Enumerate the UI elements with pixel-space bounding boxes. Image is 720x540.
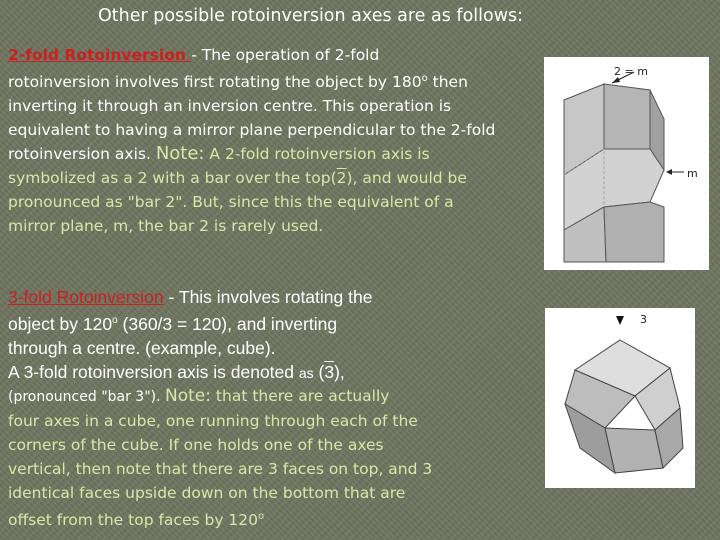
cube-bottom-front-face	[605, 428, 663, 473]
bar-three-symbol: 3	[324, 361, 335, 382]
three-fold-line4-end: ),	[334, 361, 345, 382]
three-fold-line9: identical faces upside down on the bottom that are	[8, 484, 406, 502]
two-fold-line2-end: then	[427, 73, 468, 92]
crystal-lower-front-face	[604, 202, 664, 262]
two-fold-line5-note: A 2-fold rotoinversion axis is	[204, 145, 430, 164]
three-fold-line1: - This involves rotating the	[163, 287, 373, 307]
two-fold-line7: pronounced as "bar 2". But, since this the equivalent of a	[8, 193, 454, 212]
two-fold-line6: symbolized as a 2 with a bar over the top(	[8, 169, 337, 188]
three-fold-line10: offset from the top faces by 120	[8, 511, 259, 530]
three-fold-line5-note: that there are actually	[211, 387, 390, 405]
two-fold-line4: equivalent to having a mirror plane perpendicular to the 2-fold	[8, 121, 496, 140]
three-fold-line7: corners of the cube. If one holds one of the axes	[8, 436, 384, 454]
axis-arrowhead-icon	[616, 316, 624, 325]
mirror-pointer-arrow-icon	[666, 169, 672, 175]
two-fold-line1: - The operation of 2-fold	[191, 46, 380, 64]
three-fold-line8: vertical, then note that there are 3 faces on top, and 3	[8, 460, 433, 478]
two-fold-heading: 2-fold Rotoinversion	[8, 46, 192, 64]
two-fold-degree: o	[421, 73, 428, 84]
crystal-front-face	[604, 84, 650, 149]
three-fold-heading: 3-fold Rotoinversion	[8, 287, 164, 307]
three-fold-line4-as: as	[298, 364, 314, 381]
two-fold-axis-label: 2 = m	[614, 65, 648, 78]
three-fold-line4: A 3-fold rotoinversion axis is denoted	[8, 361, 299, 382]
three-fold-axis-label: 3	[640, 313, 647, 326]
three-fold-cube-drawing	[545, 308, 695, 488]
two-fold-crystal-drawing	[544, 57, 709, 270]
three-fold-degree: o	[112, 315, 118, 326]
three-fold-paragraph	[8, 285, 372, 385]
three-fold-line2-end: (360/3 = 120), and inverting	[117, 313, 338, 334]
three-fold-cube-figure	[545, 308, 695, 488]
two-fold-note-label: Note:	[155, 143, 205, 165]
two-fold-crystal-figure	[544, 57, 709, 270]
bar-two-symbol: 2	[336, 169, 347, 188]
mirror-plane-label: m	[687, 167, 698, 180]
two-fold-line2: rotoinversion involves first rotating the object by 180	[8, 73, 422, 92]
slide-title: Other possible rotoinversion axes are as follows:	[98, 6, 524, 26]
two-fold-line6-end: ), and would be	[346, 169, 467, 188]
three-fold-note-paragraph	[8, 384, 432, 532]
three-fold-line6: four axes in a cube, one running through each of the	[8, 412, 418, 430]
three-fold-line5: (pronounced "bar 3").	[8, 389, 166, 405]
three-fold-line2: object by 120	[8, 313, 113, 334]
three-fold-degree-2: o	[258, 511, 265, 522]
two-fold-line8: mirror plane, m, the bar 2 is rarely used.	[8, 217, 324, 236]
three-fold-line3: through a centre. (example, cube).	[8, 337, 276, 358]
two-fold-line3: inverting it through an inversion centre. This operation is	[8, 97, 452, 116]
three-fold-paren-open: (	[313, 361, 325, 382]
two-fold-line5: rotoinversion axis.	[8, 145, 156, 164]
two-fold-paragraph	[8, 43, 495, 238]
three-fold-note-label: Note:	[165, 386, 211, 406]
